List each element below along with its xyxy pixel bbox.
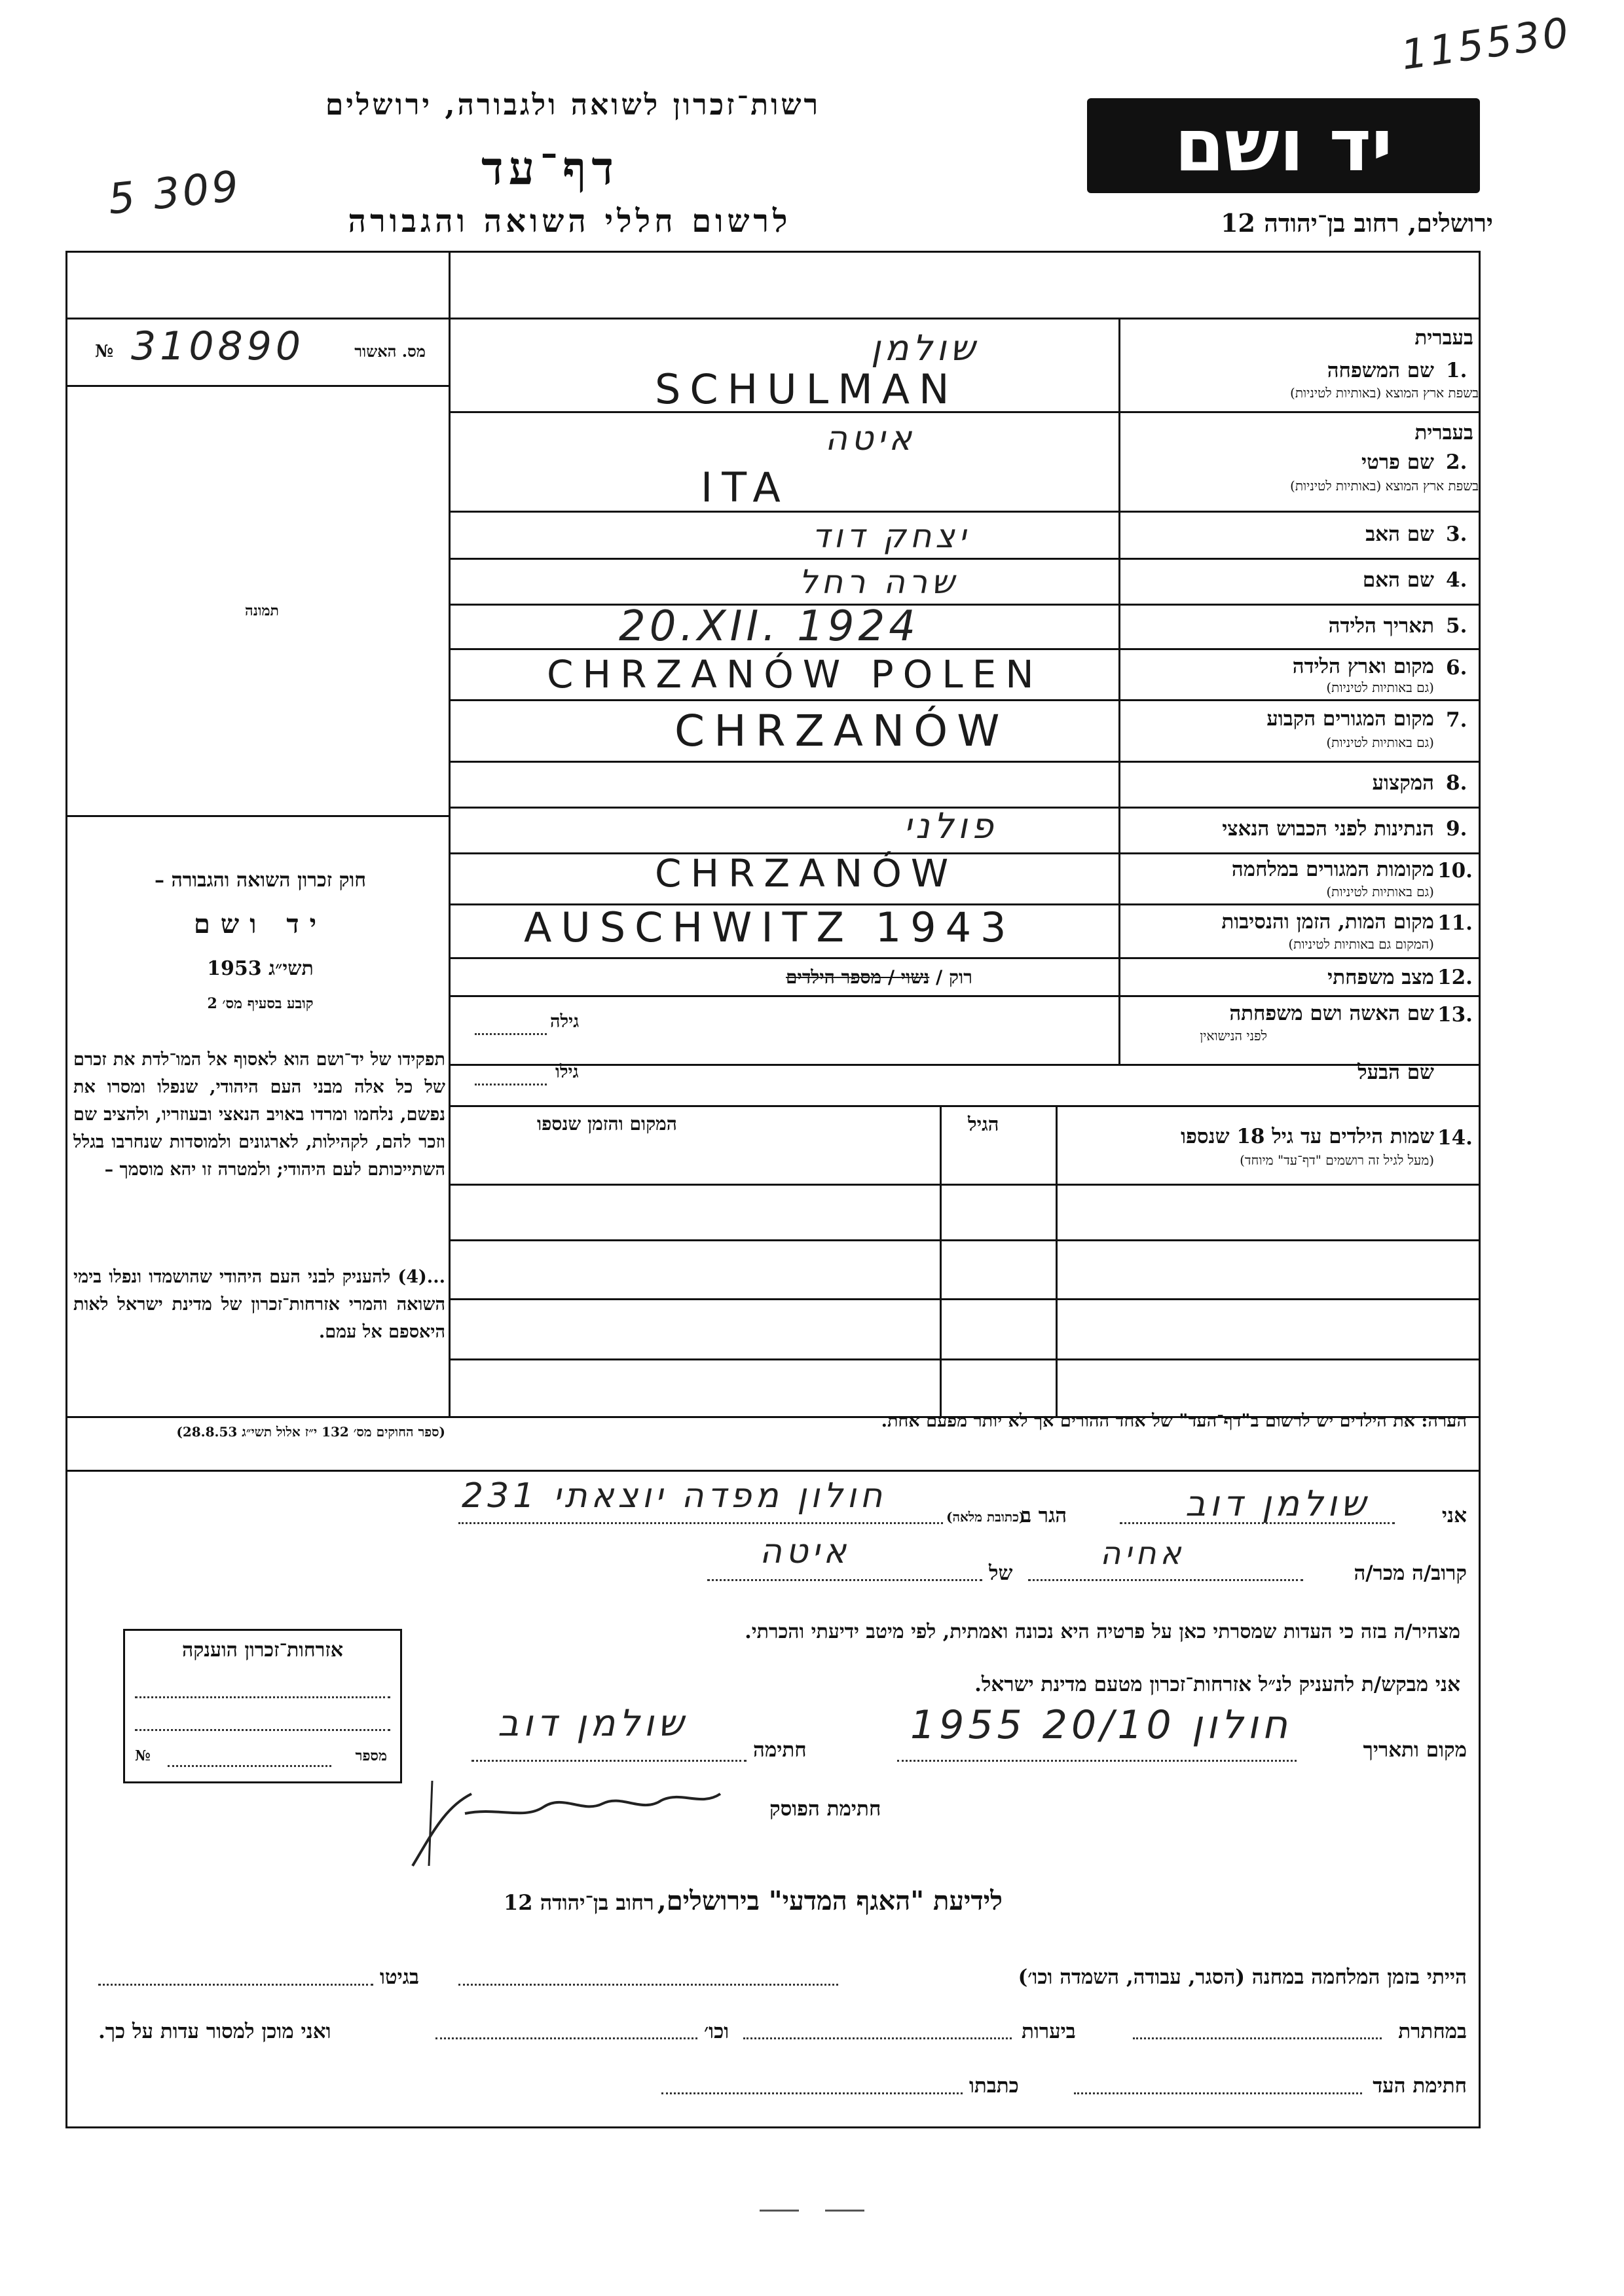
declarant-address: חולון מפדה יוצאתי 231 (462, 1476, 887, 1516)
nationality-value: פולני (904, 805, 997, 847)
signature-value: שולמן דוב (498, 1702, 688, 1745)
etc-label: וכו׳ (704, 2020, 729, 2043)
field-5-label: תאריך הלידה (1328, 614, 1434, 638)
camp-label: הייתי בזמן המלחמה במחנה (הסגר, עבודה, השמדה וכו׳) (1018, 1965, 1467, 1989)
field-10-number: 10. (1437, 859, 1473, 883)
approval-number-label: מס. האשור (354, 342, 426, 361)
info-address: רחוב בן־יהודה 12 (504, 1890, 654, 1915)
officer-signature-label: חתימת הפוסק (769, 1797, 881, 1821)
forests-label: ביערות (1022, 2020, 1076, 2043)
field-11-sublabel: (המקום גם באותיות לטיניות) (1288, 936, 1434, 952)
frame-top (65, 251, 1480, 253)
field-2-label: שם פרטי (1361, 450, 1434, 474)
field-3-label: שם האב (1365, 522, 1434, 546)
law-text-1: תפקידו של יד־ושם הוא לאסוף אל המו־לדת את זכרם של כל אלה מבני העם היהודי, שנפלו ומסרו את נפשם, נלחמו ומרדו באויב הנאצי ובעוזריו, ולהציב שם וזכר להם, לקהילות, לארגונים ולמוסדות שנחרבו בגלל השתייכותם לעם היהודי; ולמטרה זו יהא מוסמך – (73, 1049, 445, 1180)
law-name: יד ושם (193, 909, 327, 939)
citizenship-number-symbol: № (135, 1747, 151, 1764)
citizenship-number-label: מספר (355, 1747, 387, 1764)
resides-label: הגר ב (1022, 1504, 1067, 1527)
married-option: נשוי / מספר הילדים (786, 966, 930, 988)
single-option: רוק / (936, 966, 972, 988)
field-3-number: 3. (1446, 522, 1467, 546)
field-7-sublabel: (גם באותיות לטיניות) (1326, 735, 1434, 750)
org-title: רשות־זכרון לשואה ולגבורה, ירושלים (325, 88, 821, 122)
birth-date-value: 20.XII. 1924 (619, 602, 919, 651)
field-2-sublabel: בשפת ארץ המוצא (באותיות לטיניות) (1290, 478, 1479, 494)
relative-label: קרוב/ה מכר/ה (1354, 1561, 1467, 1585)
place-date-label: מקום ותאריך (1363, 1738, 1467, 1762)
field-1-number: 1. (1446, 359, 1467, 382)
scan-mark (825, 2210, 864, 2212)
of-label: של (989, 1561, 1013, 1585)
law-title: חוק זכרון השואה והגבורה – (155, 869, 366, 892)
officer-signature-scribble (393, 1768, 760, 1879)
underground-label: במחתרת (1398, 2020, 1467, 2043)
field-9-number: 9. (1446, 817, 1467, 841)
field-14-sublabel: (מעל לגיל זה רושמים "דף־עד" מיוחד) (1240, 1152, 1434, 1168)
field-10-label: מקומות המגורים במלחמה (1231, 858, 1434, 881)
archive-number: 115530 (1398, 8, 1574, 79)
relation-value: אחיה (1100, 1535, 1185, 1572)
wife-age-label: גילה (550, 1011, 580, 1032)
residence-value: CHRZANÓW (674, 706, 1009, 756)
field-14-number: 14. (1437, 1126, 1473, 1150)
declaration-statement: מצהיר/ה בזה כי העדות שמסרתי כאן על פרטיה היא נכונה ואמתית, לפי מיטב ידיעתי והכרתי. (745, 1620, 1460, 1643)
frame-bottom (65, 2126, 1481, 2128)
approval-number-field (92, 323, 439, 369)
field-1-label: שם המשפחה (1327, 359, 1434, 382)
field-12-label: מצב משפחתי (1327, 966, 1434, 989)
law-year: תשי״ג 1953 (207, 957, 314, 980)
law-clause: קובע בסעיף מס׳ 2 (207, 995, 314, 1012)
scan-mark (760, 2210, 799, 2212)
yad-vashem-logo (1087, 98, 1480, 193)
place-date-value: חולון 20/10 1955 (910, 1702, 1292, 1748)
field-7-label: מקום המגורים הקבוע (1266, 707, 1434, 731)
birth-place-value: CHRZANÓW POLEN (547, 652, 1043, 697)
law-source: (ספר החוקים מס׳ 132 י״ז אלול תשי״ג 28.8.53) (176, 1424, 445, 1440)
logo-text: יד ושם (1174, 103, 1393, 187)
address-hint: (כתובת מלאה) (946, 1509, 1025, 1525)
approval-number-value: 310890 (131, 323, 305, 369)
death-place-value: AUSCHWITZ 1943 (524, 903, 1016, 951)
field-2-number: 2. (1446, 450, 1467, 474)
field-8-number: 8. (1446, 771, 1467, 795)
photo-label: תמונה (245, 602, 279, 619)
firstname-hebrew-value: איטה (825, 419, 916, 458)
surname-latin-value: SCHULMAN (655, 365, 959, 413)
of-value: איטה (760, 1532, 851, 1571)
field-7-number: 7. (1446, 708, 1467, 732)
children-note: הערה: את הילדים יש לרשום ב"דף־העד" של אחד ההורים אך לא יותר מפעם אחת. (881, 1411, 1467, 1431)
field-14-label: שמות הילדים עד גיל 18 שנספו (1181, 1125, 1434, 1148)
field-13-sublabel: לפני הנישואין (1200, 1028, 1267, 1044)
frame-left (65, 251, 67, 2128)
citizenship-box-title: אזרחות־זכרון הוענקה (181, 1639, 344, 1662)
form-title: דף־עד (481, 141, 619, 195)
testimony-statement: ואני מוכן למסור עדות על כך. (98, 2020, 331, 2043)
label-column-divider (1118, 318, 1120, 1064)
signature-label: חתימה (753, 1738, 807, 1762)
field-8-label: המקצוע (1372, 771, 1434, 795)
place-column-header: המקום והזמן שנספו (537, 1113, 677, 1135)
marital-status-options (786, 966, 972, 989)
declarant-label: אני (1441, 1504, 1467, 1527)
surname-hebrew-value: שולמן (871, 327, 980, 369)
declarant-name: שולמן דוב (1185, 1483, 1370, 1524)
field-11-number: 11. (1437, 911, 1473, 935)
husband-label: שם הבעל (1357, 1061, 1434, 1084)
witness-signature-label: חתימת העד (1373, 2074, 1467, 2098)
field-6-sublabel: (גם באותיות לטיניות) (1326, 680, 1434, 695)
header-address: ירושלים, רחוב בן־יהודה 12 (1221, 208, 1493, 238)
firstname-latin-value: ITA (701, 464, 790, 511)
wartime-residence-value: CHRZANÓW (655, 851, 958, 896)
witness-address-label: כתבתו (969, 2074, 1019, 2098)
citizenship-box (123, 1629, 402, 1783)
field-10-sublabel: (גם באותיות לטיניות) (1326, 884, 1434, 900)
field-1-sublabel: בשפת ארץ המוצא (באותיות לטיניות) (1290, 385, 1479, 401)
law-text-2: ...(4) להעניק לבני העם היהודי שהושמדו ונפלו בימי השואה והמרי אזרחות־זכרון של מדינת ישראל לאות היאספם אל עמם. (73, 1267, 445, 1342)
citizenship-request: אני מבקש/ת להעניק לנ״ל אזרחות־זכרון מטעם מדינת ישראל. (974, 1673, 1460, 1696)
hebrew-label-2: בעברית (1414, 421, 1473, 445)
field-13-label: שם האשה ושם משפחתה (1229, 1002, 1434, 1025)
rule (65, 318, 1480, 319)
hebrew-label-1: בעברית (1414, 326, 1473, 350)
field-11-label: מקום המות, הזמן והנסיבות (1221, 910, 1434, 934)
number-symbol: № (95, 342, 114, 361)
age-column-header: הגיל (968, 1113, 999, 1135)
frame-right (1479, 251, 1481, 2128)
father-name-value: יצחק דוד (812, 517, 970, 555)
field-12-number: 12. (1437, 966, 1473, 989)
field-13-number: 13. (1437, 1003, 1473, 1027)
field-9-label: הנתינות לפני הכבוש הנאצי (1222, 817, 1434, 841)
ghetto-label: בגיטו (380, 1965, 419, 1989)
mother-name-value: שרה רחל (799, 563, 959, 601)
field-5-number: 5. (1446, 614, 1467, 638)
field-4-label: שם האם (1362, 568, 1434, 592)
form-subtitle: לרשום חללי השואה והגבורה (348, 203, 792, 240)
field-6-label: מקום וארץ הלידה (1292, 655, 1434, 678)
info-title: לידיעת "האגף המדעי" בירושלים, (657, 1886, 1003, 1916)
field-4-number: 4. (1446, 568, 1467, 592)
info-title-block (393, 1886, 1113, 1916)
file-number: 5 309 (105, 162, 244, 225)
left-column-divider (449, 251, 451, 1416)
field-6-number: 6. (1446, 656, 1467, 680)
husband-age-label: גילו (555, 1062, 579, 1082)
